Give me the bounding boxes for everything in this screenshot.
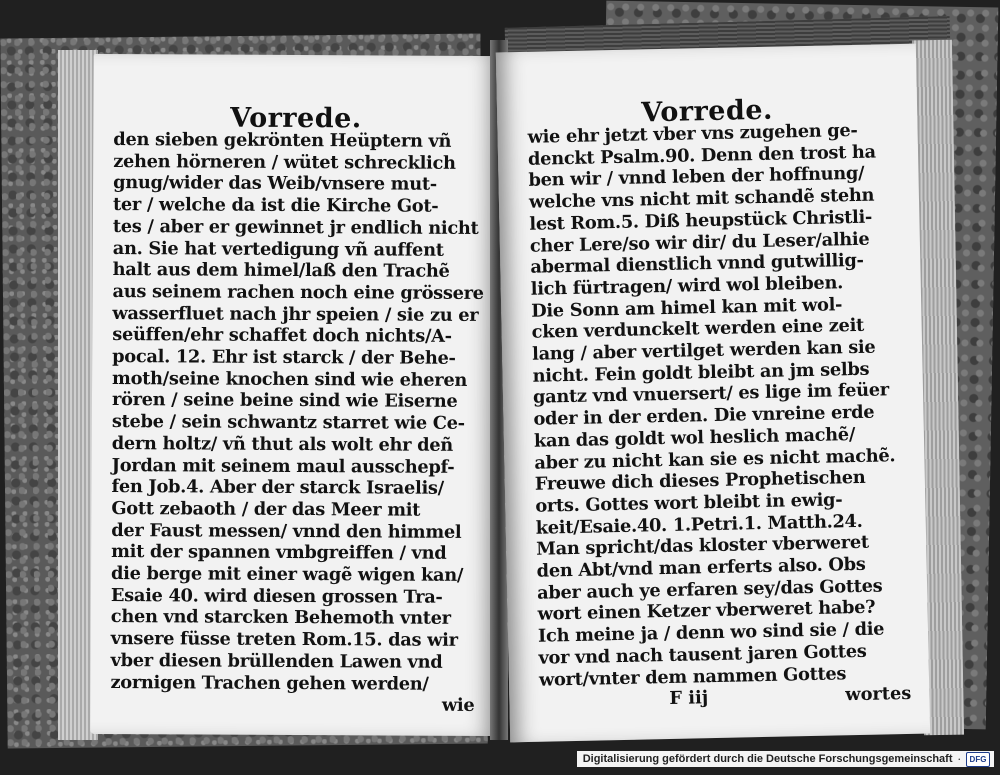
text-line: pocal. 12. Ehr ist starck / der Behe- <box>112 346 456 369</box>
text-line: welche vns nicht mit schandẽ stehn <box>528 184 875 213</box>
text-line: chen vnd starcken Behemoth vnter <box>110 606 451 630</box>
text-line: Freuwe dich dieses Prophetischen <box>534 467 866 495</box>
text-line: wasserfluet nach jhr speien / sie zu er <box>112 302 479 326</box>
right-page <box>496 44 930 743</box>
text-line: tes / aber er gewinnet jr endlich nicht <box>112 215 479 239</box>
footer-separator: · <box>957 752 961 766</box>
footer-credit <box>577 751 994 767</box>
text-line: vnsere füsse treten Rom.15. das wir <box>110 628 458 652</box>
text-line: wie <box>441 695 475 717</box>
text-line: lang / aber vertilget werden kan sie <box>531 336 876 365</box>
text-line: gnug/wider das Weib/vnsere mut- <box>113 172 437 196</box>
signature-mark: F iij <box>669 687 709 710</box>
text-line: den Abt/vnd man erferts also. Obs <box>536 553 866 582</box>
text-line: Man spricht/das kloster vberweret <box>536 532 869 561</box>
text-line: mit der spannen vmbgreiffen / vnd <box>111 541 447 565</box>
text-line: gantz vnd vnuersert/ es lige im feüer <box>532 379 890 409</box>
text-line: orts. Gottes wort bleibt in ewig- <box>535 489 843 517</box>
text-line: keit/Esaie.40. 1.Petri.1. Matth.24. <box>535 510 863 539</box>
text-line: den sieben gekrönten Heüptern vñ <box>113 129 452 152</box>
text-line: ben wir / vnnd leben der hoffnung/ <box>528 163 865 192</box>
text-line: dern holtz/ vñ thut als wolt ehr deñ <box>111 432 453 456</box>
left-page <box>90 54 499 736</box>
text-line: der Faust messen/ vnnd den himmel <box>111 519 462 543</box>
left-page-heading: Vorrede. <box>230 102 362 135</box>
text-line: oder in der erden. Die vnreine erde <box>533 401 875 430</box>
text-line: an. Sie hat vertedigung vñ auffent <box>112 237 444 261</box>
text-line: halt aus dem himel/laß den Trachẽ <box>112 259 450 283</box>
text-line: moth/seine knochen sind wie eheren <box>112 367 468 391</box>
text-line: lich fürtragen/ wird wol bleiben. <box>530 272 844 300</box>
text-line: Jordan mit seinem maul ausschepf- <box>111 454 455 478</box>
text-line: wie ehr jetzt vber vns zugehen ge- <box>527 119 858 148</box>
text-line: abermal dienstlich vnnd gutwillig- <box>530 250 864 279</box>
text-line: cher Lere/so wir dir/ du Leser/alhie <box>529 228 870 257</box>
text-line: ter / welche da ist die Kirche Got- <box>112 194 439 217</box>
footer-text: Digitalisierung gefördert durch die Deutsche Forschungsgemeinschaft <box>582 753 953 765</box>
text-line: zehen hörneren / wütet schrecklich <box>113 150 456 174</box>
text-line: fen Job.4. Aber der starck Israelis/ <box>111 476 444 500</box>
dfg-logo-icon: DFG <box>966 752 990 767</box>
right-page-text <box>527 119 917 713</box>
text-line: aus seinem rachen noch eine grössere <box>112 280 484 304</box>
text-line: Ich meine ja / denn wo sind sie / die <box>537 618 885 647</box>
text-line: nicht. Fein goldt bleibt an jm selbs <box>532 358 870 387</box>
text-line: aber zu nicht kan sie es nicht machẽ. <box>534 444 896 474</box>
catchword: wortes <box>845 683 912 706</box>
text-line: vor vnd nach tausent jaren Gottes <box>538 640 867 669</box>
text-line: Gott zebaoth / der das Meer mit <box>111 497 421 521</box>
text-line: lest Rom.5. Diß heupstück Christli- <box>529 206 873 235</box>
left-page-text <box>110 129 483 717</box>
text-line: denckt Psalm.90. Denn den trost ha <box>527 141 876 170</box>
text-line: vber diesen brüllenden Lawen vnd <box>110 649 443 673</box>
text-line: cken verdunckelt werden eine zeit <box>531 315 865 344</box>
text-line: seüffen/ehr schaffet doch nichts/A- <box>112 324 452 348</box>
text-line: aber auch ye erfaren sey/das Gottes <box>536 575 883 604</box>
text-line: Esaie 40. wird diesen grossen Tra- <box>110 584 443 608</box>
right-page-heading: Vorrede. <box>640 94 774 129</box>
text-line: stebe / sein schwantz starret wie Ce- <box>111 411 465 435</box>
text-line: wort einen Ketzer vberweret habe? <box>537 597 876 626</box>
text-line: die berge mit einer wagẽ wigen kan/ <box>111 563 464 586</box>
text-line: zornigen Trachen gehen werden/ <box>110 671 429 695</box>
text-line: kan das goldt wol heslich machẽ/ <box>533 423 856 452</box>
text-line: Die Sonn am himel kan mit wol- <box>531 293 843 322</box>
text-line: rören / seine beine sind wie Eiserne <box>111 389 458 413</box>
text-line: wort/vnter dem nammen Gottes <box>538 662 847 691</box>
